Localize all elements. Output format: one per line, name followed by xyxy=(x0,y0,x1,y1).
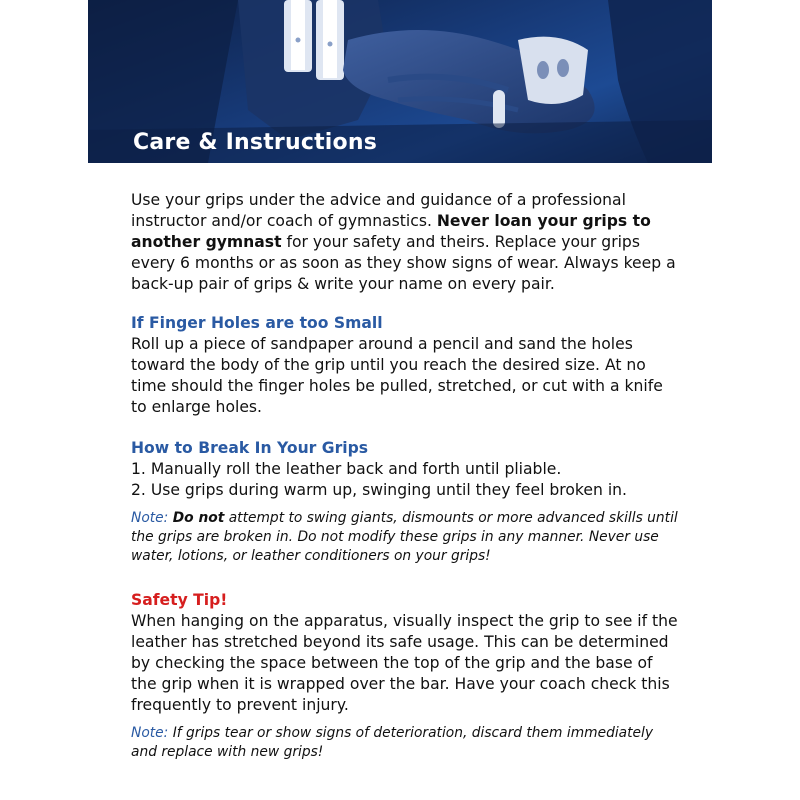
intro-text-end: for your safety and theirs. Replace your grips every 6 months or as soon as they show signs of wear. Always keep a back-up pair of grips & write your name on every pair. xyxy=(131,233,676,293)
note-text: If grips tear or show signs of deterioration, discard them immediately and replace with new grips! xyxy=(131,725,654,760)
finger-holes-heading: If Finger Holes are too Small xyxy=(131,314,383,332)
intro-bold-warning: Never loan your grips to another gymnast xyxy=(131,212,651,251)
note-bold: Do not xyxy=(172,510,225,526)
document-page xyxy=(88,0,712,800)
safety-note xyxy=(131,724,681,762)
finger-holes-section xyxy=(131,313,681,418)
safety-section xyxy=(131,590,681,762)
break-in-step: 1. Manually roll the leather back and forth until pliable. xyxy=(131,460,562,478)
safety-body: When hanging on the apparatus, visually inspect the grip to see if the leather has stretched beyond its safe usage. This can be determined by checking the space between the top of the grip and the base of the grip when it is wrapped over the bar. Have your coach check this frequently to prevent injury. xyxy=(131,612,678,714)
break-in-heading: How to Break In Your Grips xyxy=(131,439,369,457)
finger-holes-body: Roll up a piece of sandpaper around a pencil and sand the holes toward the body of the grip until you reach the desired size. At no time should the finger holes be pulled, stretched, or cut with a knife to enlarge holes. xyxy=(131,335,663,416)
break-in-step: 2. Use grips during warm up, swinging until they feel broken in. xyxy=(131,481,627,499)
hero-banner xyxy=(88,0,712,163)
break-in-section xyxy=(131,438,681,566)
page-title: Care & Instructions xyxy=(133,130,378,155)
safety-heading: Safety Tip! xyxy=(131,591,228,609)
instructions-content xyxy=(131,190,681,782)
intro-text: Use your grips under the advice and guidance of a professional instructor and/or coach of gymnastics. xyxy=(131,191,626,230)
note-label: Note: xyxy=(131,510,173,526)
break-in-note xyxy=(131,509,681,566)
intro-paragraph xyxy=(131,190,681,295)
note-label: Note: xyxy=(131,725,173,741)
note-text: attempt to swing giants, dismounts or more advanced skills until the grips are broken in. Do not modify these grips in any manner. Never use water, lotions, or leather conditioners on your grips! xyxy=(131,510,678,564)
